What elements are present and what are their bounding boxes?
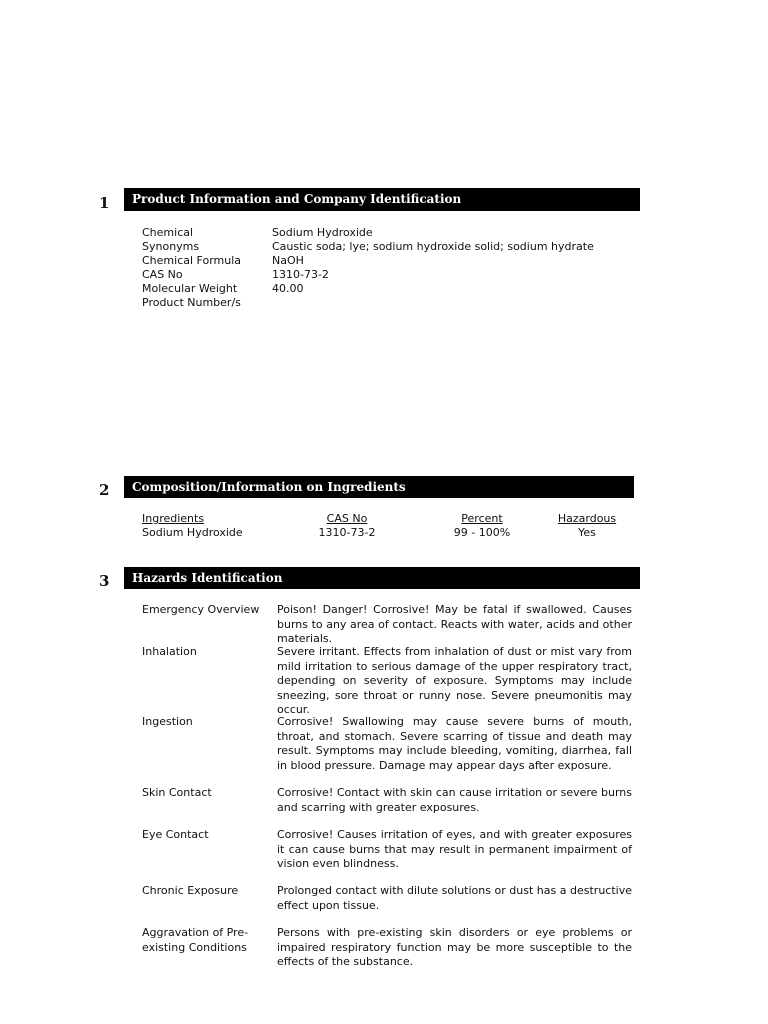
- cell-percent: 99 - 100%: [453, 526, 511, 539]
- column-header-hazardous: Hazardous: [557, 512, 617, 525]
- info-row-synonyms: [142, 240, 594, 254]
- info-row-molecular-weight: [142, 282, 594, 296]
- hazard-skin-contact: [142, 786, 632, 815]
- column-header-ingredients: Ingredients: [142, 512, 205, 525]
- info-value: 1310-73-2: [272, 268, 329, 281]
- hazard-label: Chronic Exposure: [142, 884, 239, 897]
- table-row: [142, 526, 622, 540]
- product-info-list: [142, 226, 594, 310]
- section-3-header: Hazards Identification: [124, 567, 640, 589]
- info-row-product-number: [142, 296, 594, 310]
- hazard-ingestion: [142, 715, 632, 773]
- hazard-inhalation: [142, 645, 632, 718]
- info-value: Caustic soda; lye; sodium hydroxide solid; sodium hydrate: [272, 240, 594, 253]
- info-value: Sodium Hydroxide: [272, 226, 373, 239]
- section-3-number: 3: [99, 572, 110, 590]
- cell-ingredient: Sodium Hydroxide: [142, 526, 243, 539]
- info-value: NaOH: [272, 254, 304, 267]
- info-label: CAS No: [142, 268, 183, 281]
- hazard-text: Corrosive! Swallowing may cause severe burns of mouth, throat, and stomach. Severe scarring of tissue and death may result. Symptoms may include bleeding, vomiting, diarrhea, fall in blood pressure. Damage may appear days after exposure.: [277, 715, 632, 772]
- hazard-chronic-exposure: [142, 884, 632, 913]
- info-label: Chemical: [142, 226, 194, 239]
- info-row-chemical: [142, 226, 594, 240]
- hazard-label: Ingestion: [142, 715, 193, 728]
- hazard-label: Aggravation of Pre-existing Conditions: [142, 926, 249, 954]
- cell-cas: 1310-73-2: [318, 526, 376, 539]
- section-1-number: 1: [99, 194, 110, 212]
- section-1-header: Product Information and Company Identification: [124, 188, 640, 211]
- column-header-cas: CAS No: [326, 512, 368, 525]
- hazard-text: Corrosive! Causes irritation of eyes, and with greater exposures it can cause burns that may result in permanent impairment of vision even blindness.: [277, 828, 632, 870]
- hazard-text: Severe irritant. Effects from inhalation of dust or mist vary from mild irritation to serious damage of the upper respiratory tract, depending on severity of exposure. Symptoms may include sneezing, sore throat or runny nose. Severe pneumonitis may occur.: [277, 645, 632, 716]
- cell-hazardous: Yes: [578, 526, 596, 539]
- hazard-aggravation: [142, 926, 632, 970]
- hazard-label: Emergency Overview: [142, 603, 260, 616]
- hazard-eye-contact: [142, 828, 632, 872]
- info-row-formula: [142, 254, 594, 268]
- ingredients-table: [142, 512, 622, 540]
- hazard-text: Prolonged contact with dilute solutions or dust has a destructive effect upon tissue.: [277, 884, 632, 912]
- info-row-cas: [142, 268, 594, 282]
- info-label: Synonyms: [142, 240, 200, 253]
- hazard-text: Corrosive! Contact with skin can cause irritation or severe burns and scarring with greater exposures.: [277, 786, 632, 814]
- hazard-emergency-overview: [142, 603, 632, 647]
- info-label: Product Number/s: [142, 296, 241, 309]
- info-label: Molecular Weight: [142, 282, 238, 295]
- hazard-label: Skin Contact: [142, 786, 212, 799]
- hazard-label: Eye Contact: [142, 828, 209, 841]
- section-2-number: 2: [99, 481, 110, 499]
- column-header-percent: Percent: [461, 512, 503, 525]
- info-value: 40.00: [272, 282, 304, 295]
- info-label: Chemical Formula: [142, 254, 242, 267]
- hazard-text: Poison! Danger! Corrosive! May be fatal if swallowed. Causes burns to any area of contact. Reacts with water, acids and other materials.: [277, 603, 632, 645]
- hazard-text: Persons with pre-existing skin disorders or eye problems or impaired respiratory function may be more susceptible to the effects of the substance.: [277, 926, 632, 968]
- section-2-header: Composition/Information on Ingredients: [124, 476, 634, 498]
- table-header-row: [142, 512, 622, 526]
- hazard-label: Inhalation: [142, 645, 197, 658]
